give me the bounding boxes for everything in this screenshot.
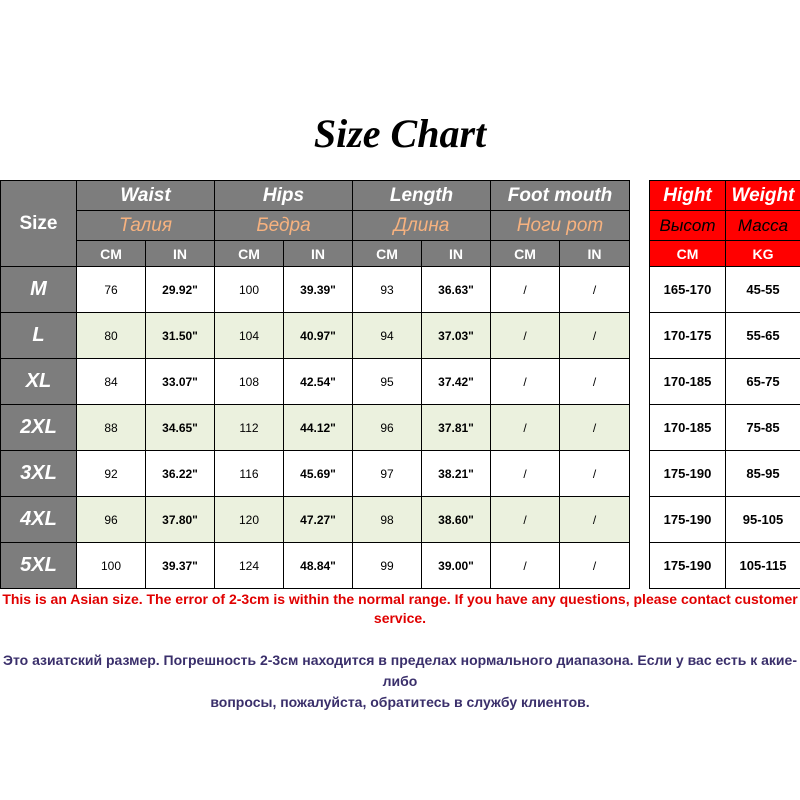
in-cell: 40.97" <box>284 313 353 359</box>
note-russian <box>0 650 800 713</box>
hips-header: Hips <box>215 181 353 211</box>
foot-mouth-cell: / <box>560 451 630 497</box>
unit-header: IN <box>284 241 353 267</box>
in-cell: 45.69" <box>284 451 353 497</box>
unit-header: CM <box>77 241 146 267</box>
weight-cell: 65-75 <box>726 359 800 405</box>
cm-cell: 97 <box>353 451 422 497</box>
in-cell: 37.42" <box>422 359 491 405</box>
size-table <box>0 180 630 589</box>
note-english: This is an Asian size. The error of 2-3cm is within the normal range. If you have any questions, please contact customer service. <box>2 591 798 626</box>
height-cell: 165-170 <box>650 267 726 313</box>
in-cell: 47.27" <box>284 497 353 543</box>
foot-mouth-cell: / <box>491 313 560 359</box>
table-row <box>1 267 630 313</box>
table-row <box>650 267 800 313</box>
table-row <box>650 405 800 451</box>
size-header: Size <box>1 181 77 267</box>
cm-cell: 88 <box>77 405 146 451</box>
cm-cell: 116 <box>215 451 284 497</box>
table-row <box>1 359 630 405</box>
height-weight-table <box>649 180 800 589</box>
cm-cell: 108 <box>215 359 284 405</box>
height-cell: 170-185 <box>650 405 726 451</box>
table-row <box>1 543 630 589</box>
cm-cell: 100 <box>77 543 146 589</box>
in-cell: 38.60" <box>422 497 491 543</box>
foot-mouth-cell: / <box>491 451 560 497</box>
foot-mouth-header: Foot mouth <box>491 181 630 211</box>
cm-cell: 104 <box>215 313 284 359</box>
cm-cell: 94 <box>353 313 422 359</box>
in-cell: 39.39" <box>284 267 353 313</box>
hips-header-ru: Бедра <box>215 211 353 241</box>
in-cell: 33.07" <box>146 359 215 405</box>
unit-header: IN <box>560 241 630 267</box>
note-russian-line1: Это азиатский размер. Погрешность 2-3см находится в пределах нормального диапазона. Если у вас есть к акие-либо <box>3 652 797 689</box>
weight-unit: KG <box>726 241 800 267</box>
length-header: Length <box>353 181 491 211</box>
in-cell: 34.65" <box>146 405 215 451</box>
foot-mouth-cell: / <box>491 267 560 313</box>
foot-mouth-cell: / <box>560 543 630 589</box>
in-cell: 37.03" <box>422 313 491 359</box>
cm-cell: 100 <box>215 267 284 313</box>
weight-cell: 105-115 <box>726 543 800 589</box>
in-cell: 29.92" <box>146 267 215 313</box>
size-label: XL <box>1 359 77 405</box>
in-cell: 39.00" <box>422 543 491 589</box>
cm-cell: 92 <box>77 451 146 497</box>
table-row <box>1 497 630 543</box>
size-label: 3XL <box>1 451 77 497</box>
table-row <box>650 359 800 405</box>
in-cell: 42.54" <box>284 359 353 405</box>
foot-mouth-header-ru: Ноги рот <box>491 211 630 241</box>
weight-cell: 85-95 <box>726 451 800 497</box>
cm-cell: 95 <box>353 359 422 405</box>
weight-header: Weight <box>726 181 800 211</box>
table-row <box>650 497 800 543</box>
waist-header: Waist <box>77 181 215 211</box>
table-row <box>1 313 630 359</box>
cm-cell: 96 <box>77 497 146 543</box>
size-label: 2XL <box>1 405 77 451</box>
cm-cell: 112 <box>215 405 284 451</box>
in-cell: 36.22" <box>146 451 215 497</box>
foot-mouth-cell: / <box>491 405 560 451</box>
table-row <box>650 543 800 589</box>
foot-mouth-cell: / <box>560 267 630 313</box>
size-label: 4XL <box>1 497 77 543</box>
length-header-ru: Длина <box>353 211 491 241</box>
cm-cell: 80 <box>77 313 146 359</box>
in-cell: 38.21" <box>422 451 491 497</box>
in-cell: 39.37" <box>146 543 215 589</box>
foot-mouth-cell: / <box>491 359 560 405</box>
in-cell: 37.81" <box>422 405 491 451</box>
table-row <box>650 451 800 497</box>
height-cell: 175-190 <box>650 543 726 589</box>
in-cell: 44.12" <box>284 405 353 451</box>
weight-header-ru: Масса <box>726 211 800 241</box>
height-cell: 175-190 <box>650 451 726 497</box>
height-cell: 170-185 <box>650 359 726 405</box>
cm-cell: 98 <box>353 497 422 543</box>
height-unit: CM <box>650 241 726 267</box>
foot-mouth-cell: / <box>560 405 630 451</box>
unit-header: CM <box>491 241 560 267</box>
size-label: 5XL <box>1 543 77 589</box>
weight-cell: 75-85 <box>726 405 800 451</box>
cm-cell: 120 <box>215 497 284 543</box>
chart-title: Size Chart <box>313 111 487 156</box>
cm-cell: 76 <box>77 267 146 313</box>
cm-cell: 96 <box>353 405 422 451</box>
height-cell: 175-190 <box>650 497 726 543</box>
unit-header: IN <box>146 241 215 267</box>
height-header: Hight <box>650 181 726 211</box>
weight-cell: 55-65 <box>726 313 800 359</box>
in-cell: 36.63" <box>422 267 491 313</box>
unit-header: CM <box>353 241 422 267</box>
cm-cell: 99 <box>353 543 422 589</box>
unit-header: CM <box>215 241 284 267</box>
cm-cell: 93 <box>353 267 422 313</box>
waist-header-ru: Талия <box>77 211 215 241</box>
cm-cell: 84 <box>77 359 146 405</box>
in-cell: 37.80" <box>146 497 215 543</box>
foot-mouth-cell: / <box>491 497 560 543</box>
foot-mouth-cell: / <box>491 543 560 589</box>
note-russian-line2: вопросы, пожалуйста, обратитесь в службу клиентов. <box>210 694 590 710</box>
weight-cell: 45-55 <box>726 267 800 313</box>
weight-cell: 95-105 <box>726 497 800 543</box>
foot-mouth-cell: / <box>560 359 630 405</box>
table-row <box>1 451 630 497</box>
in-cell: 31.50" <box>146 313 215 359</box>
size-label: M <box>1 267 77 313</box>
size-label: L <box>1 313 77 359</box>
height-cell: 170-175 <box>650 313 726 359</box>
foot-mouth-cell: / <box>560 313 630 359</box>
table-row <box>1 405 630 451</box>
in-cell: 48.84" <box>284 543 353 589</box>
height-header-ru: Высот <box>650 211 726 241</box>
foot-mouth-cell: / <box>560 497 630 543</box>
cm-cell: 124 <box>215 543 284 589</box>
unit-header: IN <box>422 241 491 267</box>
table-row <box>650 313 800 359</box>
